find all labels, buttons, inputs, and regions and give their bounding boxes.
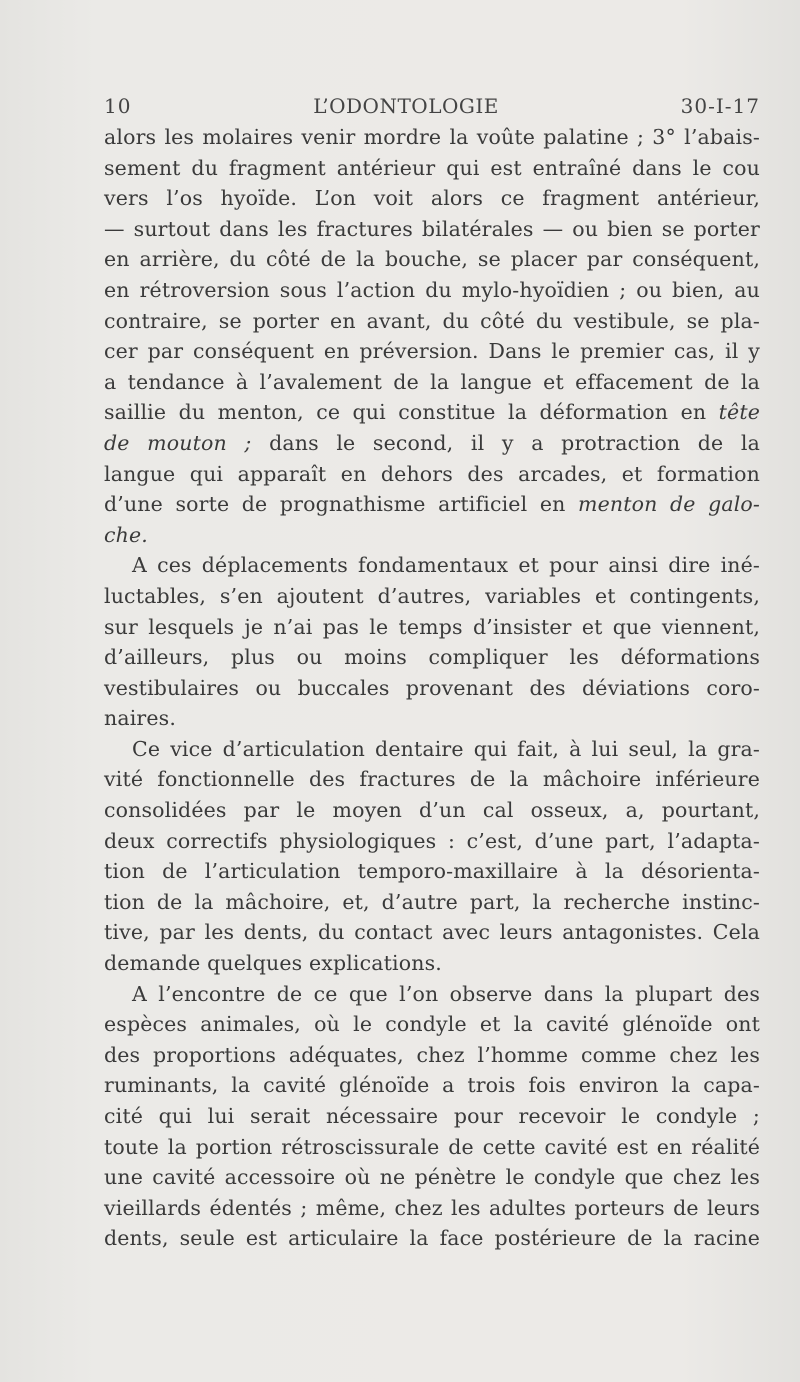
text-line: che. [104, 522, 148, 547]
paragraph-2 [104, 550, 760, 734]
journal-title: L’ODONTOLOGIE [313, 94, 499, 118]
page-number: 10 [104, 94, 132, 118]
issue-date: 30-I-17 [680, 94, 760, 118]
paragraph-4 [104, 979, 760, 1254]
text-line: — surtout dans les fractures bilatérales — ou bien se porter [104, 216, 760, 241]
text-line: vestibulaires ou buccales provenant des déviations coro- [104, 675, 760, 700]
text-line: luctables, s’en ajoutent d’autres, variables et contingents, [104, 583, 760, 608]
text-line: naires. [104, 706, 176, 731]
text-line: cité qui lui serait nécessaire pour recevoir le condyle ; [104, 1104, 760, 1128]
text-line: dents, seule est articulaire la face postérieure de la racine [104, 1226, 760, 1251]
text-line: sur lesquels je n’ai pas le temps d’insister et que viennent, [104, 614, 760, 639]
text-line: consolidées par le moyen d’un cal osseux, a, pourtant, [104, 798, 760, 823]
text-line: d’ailleurs, plus ou moins compliquer les déformations [104, 645, 760, 670]
text-line: cer par conséquent en préversion. Dans le premier cas, il y [104, 339, 760, 364]
text-line: Ce vice d’articulation dentaire qui fait, à lui seul, la gra- [132, 736, 760, 761]
text-segment: saillie du menton, ce qui constitue la déformation en [104, 400, 707, 425]
text-line: tive, par les dents, du contact avec leurs antagonistes. Cela [104, 920, 760, 945]
text-line: ruminants, la cavité glénoïde a trois fois environ la capa- [104, 1073, 760, 1098]
text-line: langue qui apparaît en dehors des arcades, et formation [104, 461, 760, 486]
paragraph-1 [104, 122, 760, 550]
text-line: contraire, se porter en avant, du côté du vestibule, se pla- [104, 308, 760, 333]
body-text [104, 122, 760, 1254]
text-line: A ces déplacements fondamentaux et pour ainsi dire iné- [132, 553, 760, 578]
paragraph-3 [104, 734, 760, 979]
text-line: toute la portion rétroscissurale de cette cavité est en réalité [104, 1134, 760, 1159]
text-segment: d’une sorte de prognathisme artificiel en [104, 492, 566, 517]
text-line [104, 397, 760, 428]
text-line [104, 489, 760, 520]
text-line: vité fonctionnelle des fractures de la mâchoire inférieure [104, 767, 760, 792]
running-head [104, 92, 760, 120]
text-line: en rétroversion sous l’action du mylo-hyoïdien ; ou bien, au [104, 277, 760, 302]
text-line: deux correctifs physiologiques : c’est, d’une part, l’adapta- [104, 828, 760, 853]
text-line: demande quelques explications. [104, 951, 442, 976]
text-segment: dans le second, il y a protraction de la [269, 430, 760, 455]
text-line: vieillards édentés ; même, chez les adultes porteurs de leurs [104, 1195, 760, 1220]
text-line: vers l’os hyoïde. L’on voit alors ce fragment antérieur, [104, 186, 760, 211]
text-line [104, 428, 760, 459]
text-line: sement du fragment antérieur qui est entraîné dans le cou [104, 155, 760, 180]
text-line: une cavité accessoire où ne pénètre le condyle que chez les [104, 1165, 760, 1190]
italic-phrase: menton de galo- [578, 492, 760, 517]
text-line: tion de la mâchoire, et, d’autre part, la recherche instinc- [104, 889, 760, 914]
text-line: alors les molaires venir mordre la voûte palatine ; 3° l’abais- [104, 125, 760, 149]
text-line: espèces animales, où le condyle et la cavité glénoïde ont [104, 1012, 760, 1037]
text-line: tion de l’articulation temporo-maxillaire à la désorienta- [104, 859, 760, 884]
italic-phrase: de mouton ; [104, 430, 252, 455]
text-line: en arrière, du côté de la bouche, se placer par conséquent, [104, 247, 760, 272]
italic-phrase: tête [718, 400, 760, 425]
text-line: A l’encontre de ce que l’on observe dans la plupart des [132, 981, 760, 1006]
text-line: des proportions adéquates, chez l’homme comme chez les [104, 1042, 760, 1067]
text-line: a tendance à l’avalement de la langue et effacement de la [104, 369, 760, 394]
